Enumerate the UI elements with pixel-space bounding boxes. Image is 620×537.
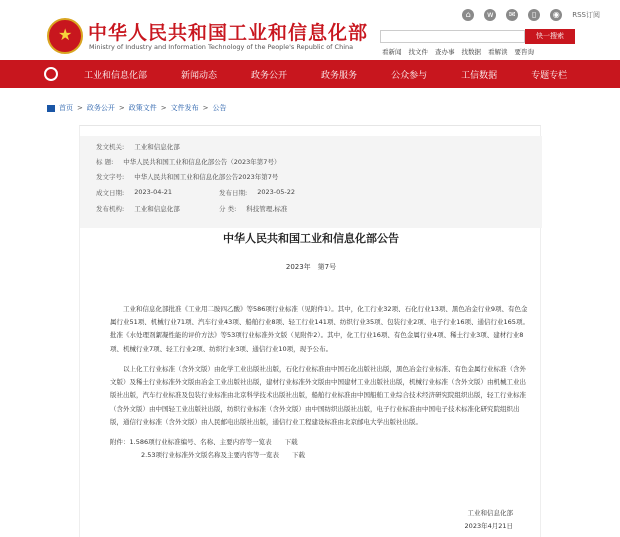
rss-icon[interactable]: ◉ (550, 9, 562, 21)
quick-link-consult[interactable]: 要咨询 (514, 48, 534, 56)
nav-item-data[interactable]: 工信数据 (461, 70, 498, 81)
quick-link-services[interactable]: 查办事 (435, 48, 455, 56)
meta-org-value: 工业和信息化部 (134, 204, 180, 213)
attachments (110, 436, 305, 462)
signature-block (465, 507, 513, 533)
meta-category-label: 分 类: (219, 204, 237, 213)
search-input[interactable] (380, 30, 525, 43)
quick-link-files[interactable]: 找文件 (408, 48, 428, 56)
breadcrumb-open-gov[interactable]: 政务公开 (86, 104, 115, 112)
quick-link-interpret[interactable]: 看解读 (488, 48, 508, 56)
quick-link-news[interactable]: 看新闻 (382, 48, 402, 56)
weibo-icon[interactable]: w (484, 9, 496, 21)
search-button[interactable]: 快一搜索 (525, 29, 575, 44)
top-icons (462, 9, 600, 21)
site-title: 中华人民共和国工业和信息化部 (88, 22, 369, 44)
breadcrumb-separator: > (118, 104, 125, 112)
nav-item-participation[interactable]: 公众参与 (391, 70, 428, 81)
nav-home-icon[interactable] (44, 67, 58, 81)
meta-pubdate-label: 发布日期: (219, 188, 248, 197)
document-title: 中华人民共和国工业和信息化部公告 (223, 232, 399, 245)
site-subtitle: Ministry of Industry and Information Technology of the People's Republic of China (89, 43, 354, 51)
meta-docno-label: 发文字号: (96, 172, 125, 181)
mobile-icon[interactable]: ▯ (528, 9, 540, 21)
nav-item-ministry[interactable]: 工业和信息化部 (84, 70, 148, 81)
site-header (0, 0, 620, 60)
document-metadata (80, 136, 542, 228)
paragraph-publishers: 以上化工行业标准（含外文版）由化学工业出版社出版，石化行业标准由中国石化出版社出版，黑色冶金行业标准、有色金属行业标准（含外文版）及稀土行业标准外文版由冶金工业出版社出版，建材行业标准外文版由中国建材工业出版社出版，机械行业标准（含外文版）由机械工业出版社出版，汽车行业标准及包装行业标准由北京科学技术出版社出版，船舶行业标准由中国船舶工业综合技术经济研究院组织出版，轻工行业标准（含外文版）由中国轻工业出版社出版，纺织行业标准（含外文版）由中国纺织出版社出版，电子行业标准由中国电子技术标准化研究院组织出版，通信行业标准（含外文版）由人民邮电出版社出版，通信行业工程建设标准由北京邮电大学出版社出版。 (110, 365, 526, 426)
meta-category-value: 科技管理,标准 (246, 204, 288, 213)
meta-date (96, 185, 172, 199)
rss-link[interactable]: RSS订阅 (572, 11, 600, 19)
signer: 工业和信息化部 (467, 509, 513, 517)
nav-item-services[interactable]: 政务服务 (321, 70, 358, 81)
paragraph-approval: 工业和信息化部批准《工业用二胺四乙酸》等586项行业标准（见附件1）。其中，化工行业32项、石化行业13项、黑色冶金行业9项、有色金属行业51项、机械行业71项、汽车行业43项、船舶行业8项、轻工行业141项、纺织行业35项、包装行业2项、电子行业16项、通信行业165项。批准《水处理剂絮凝性能的评价方法》等53项行业标准外文版（见附件2）。其中，化工行业16项、有色金属行业4项、稀土行业3项、建材行业8项、机械行业7项、轻工行业2项、纺织行业3项、通信行业10项，现予公布。 (110, 305, 529, 353)
meta-pubdate-value: 2023-05-22 (257, 188, 295, 196)
nav-item-topics[interactable]: 专题专栏 (531, 70, 568, 81)
quick-link-data[interactable]: 找数据 (461, 48, 481, 56)
document-panel (79, 125, 541, 537)
breadcrumb-separator: > (77, 104, 83, 112)
meta-category (219, 201, 287, 215)
home-icon[interactable]: ⌂ (462, 9, 474, 21)
meta-issuer-label: 发文机关: (96, 142, 125, 151)
breadcrumb (47, 103, 227, 113)
meta-docno (96, 169, 278, 183)
meta-title-value: 中华人民共和国工业和信息化部公告（2023年第7号） (123, 157, 281, 166)
meta-date-label: 成文日期: (96, 188, 125, 197)
document-number: 2023年 第7号 (285, 263, 337, 271)
breadcrumb-release[interactable]: 文件发布 (170, 104, 199, 112)
breadcrumb-home[interactable]: 首页 (59, 104, 73, 112)
breadcrumb-announcement[interactable]: 公告 (212, 104, 227, 112)
meta-docno-value: 中华人民共和国工业和信息化部公告2023年第7号 (134, 172, 279, 181)
nav-item-open-gov[interactable]: 政务公开 (251, 70, 288, 81)
meta-issuer-value: 工业和信息化部 (134, 142, 180, 151)
breadcrumb-home-icon (47, 105, 55, 112)
attachment-2-link[interactable]: 2.53项行业标准外文版名称及主要内容等一览表 下载 (141, 451, 305, 459)
attachment-1-link[interactable]: 附件：1.586项行业标准编号、名称、主要内容等一览表 下载 (110, 438, 298, 446)
sign-date: 2023年4月21日 (464, 522, 513, 530)
meta-org-label: 发布机构: (96, 204, 125, 213)
breadcrumb-separator: > (202, 104, 209, 112)
breadcrumb-policy[interactable]: 政策文件 (128, 104, 157, 112)
quick-links (382, 47, 534, 56)
breadcrumb-separator: > (160, 104, 167, 112)
meta-pubdate (219, 185, 295, 199)
national-emblem-logo (47, 18, 83, 54)
meta-date-value: 2023-04-21 (134, 188, 172, 196)
meta-org (96, 201, 180, 215)
meta-issuer (96, 139, 180, 153)
wechat-icon[interactable]: ✉ (506, 9, 518, 21)
meta-title (96, 154, 280, 168)
nav-item-news[interactable]: 新闻动态 (181, 70, 218, 81)
meta-title-label: 标 题: (96, 157, 114, 166)
main-nav (0, 60, 620, 88)
